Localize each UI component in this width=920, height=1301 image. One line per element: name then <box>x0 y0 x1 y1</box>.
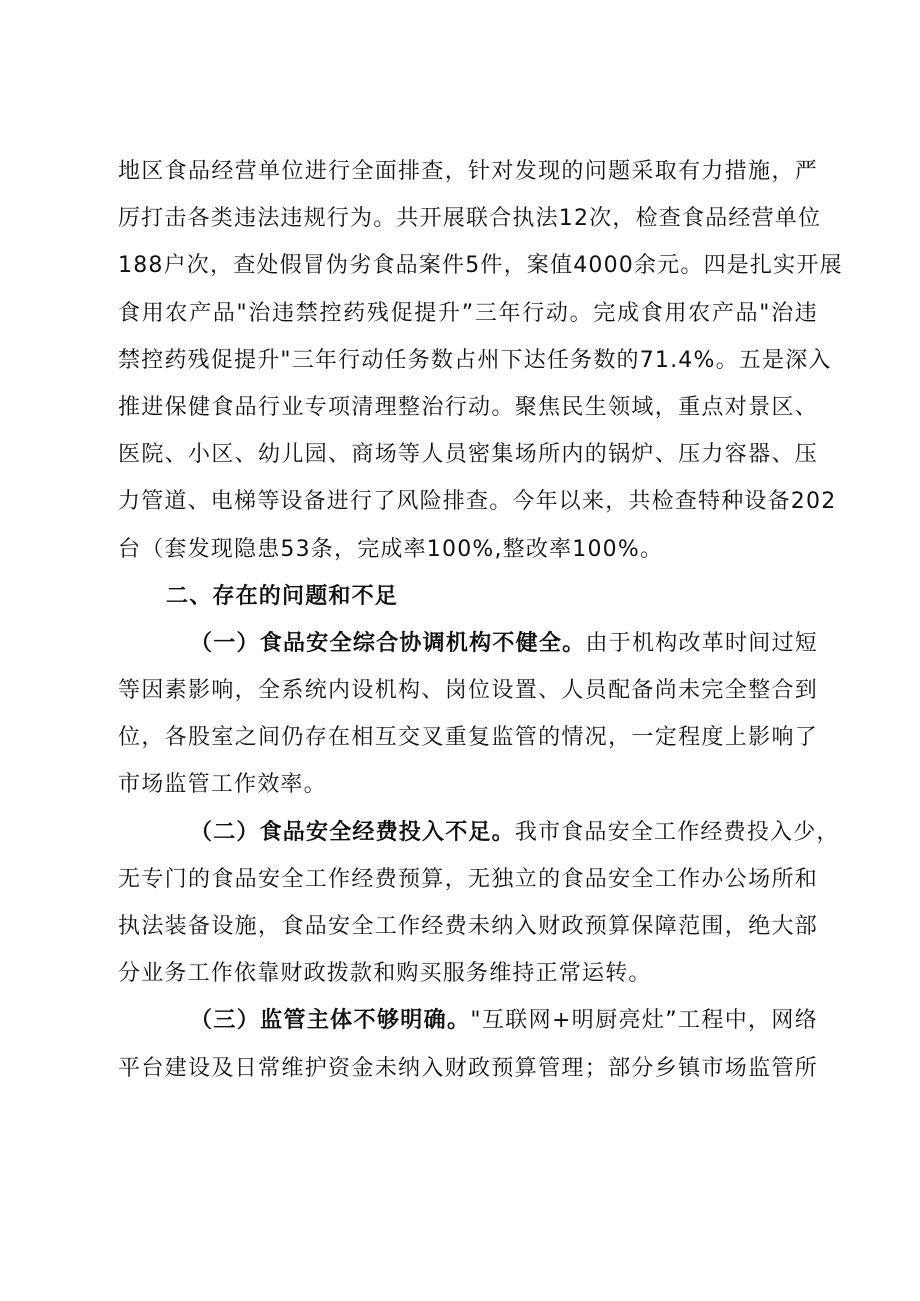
paragraph-line: 执法装备设施，食品安全工作经费未纳入财政预算保障范围，绝大部 <box>118 914 818 939</box>
paragraph-line: 食用农产品"治违禁控药残促提升”三年行动。完成食用农产品"治违 <box>118 300 818 326</box>
paragraph-line: 市场监管工作效率。 <box>118 772 327 798</box>
item2-text: 我市食品安全工作经费投入少， <box>514 819 840 845</box>
item2-first-line <box>118 809 840 856</box>
paragraph-line: 位，各股室之间仍存在相互交叉重复监管的情况，一定程度上影响了 <box>118 725 818 751</box>
paragraph-line: 厉打击各类违法违规行为。共开展联合执法12次，检查食品经营单位 <box>118 206 822 232</box>
paragraph-line: 医院、小区、幼儿园、商场等人员密集场所内的锅炉、压力容器、压 <box>118 442 818 468</box>
item3-text: "互联网+明厨亮灶”工程中，网络 <box>470 1008 818 1034</box>
item1-text: 由于机构改革时间过短 <box>585 630 818 656</box>
paragraph-line: 等因素影响，全系统内设机构、岗位设置、人员配备尚未完全整合到 <box>118 678 818 704</box>
paragraph-line: 无专门的食品安全工作经费预算，无独立的食品安全工作办公场所和 <box>118 866 818 892</box>
paragraph-line: 分业务工作依靠财政拨款和购买服务维持正常运转。 <box>118 961 652 987</box>
item1-first-line <box>118 620 818 667</box>
item3-title: （三）监管主体不够明确。 <box>190 1008 471 1034</box>
paragraph-line: 188户次，查处假冒伪劣食品案件5件，案值4000余元。四是扎实开展 <box>118 253 843 279</box>
section-heading: 二、存在的问题和不足 <box>166 583 399 609</box>
item2-title: （二）食品安全经费投入不足。 <box>190 819 515 845</box>
paragraph-line: 禁控药残促提升"三年行动任务数占州下达任务数的71.4%。五是深入 <box>118 347 832 373</box>
paragraph-line: 力管道、电梯等设备进行了风险排查。今年以来，共检查特种设备202 <box>118 489 837 515</box>
item3-first-line <box>118 997 818 1044</box>
paragraph-line: 平台建设及日常维护资金未纳入财政预算管理；部分乡镇市场监管所 <box>118 1055 818 1081</box>
item1-title: （一）食品安全综合协调机构不健全。 <box>190 630 586 656</box>
paragraph-line: 台（套发现隐患53条，完成率100%,整改率100%。 <box>118 536 664 562</box>
paragraph-line: 推进保健食品行业专项清理整治行动。聚焦民生领域，重点对景区、 <box>118 394 818 420</box>
paragraph-line: 地区食品经营单位进行全面排查，针对发现的问题采取有力措施，严 <box>118 159 818 184</box>
document-body <box>118 148 843 1092</box>
